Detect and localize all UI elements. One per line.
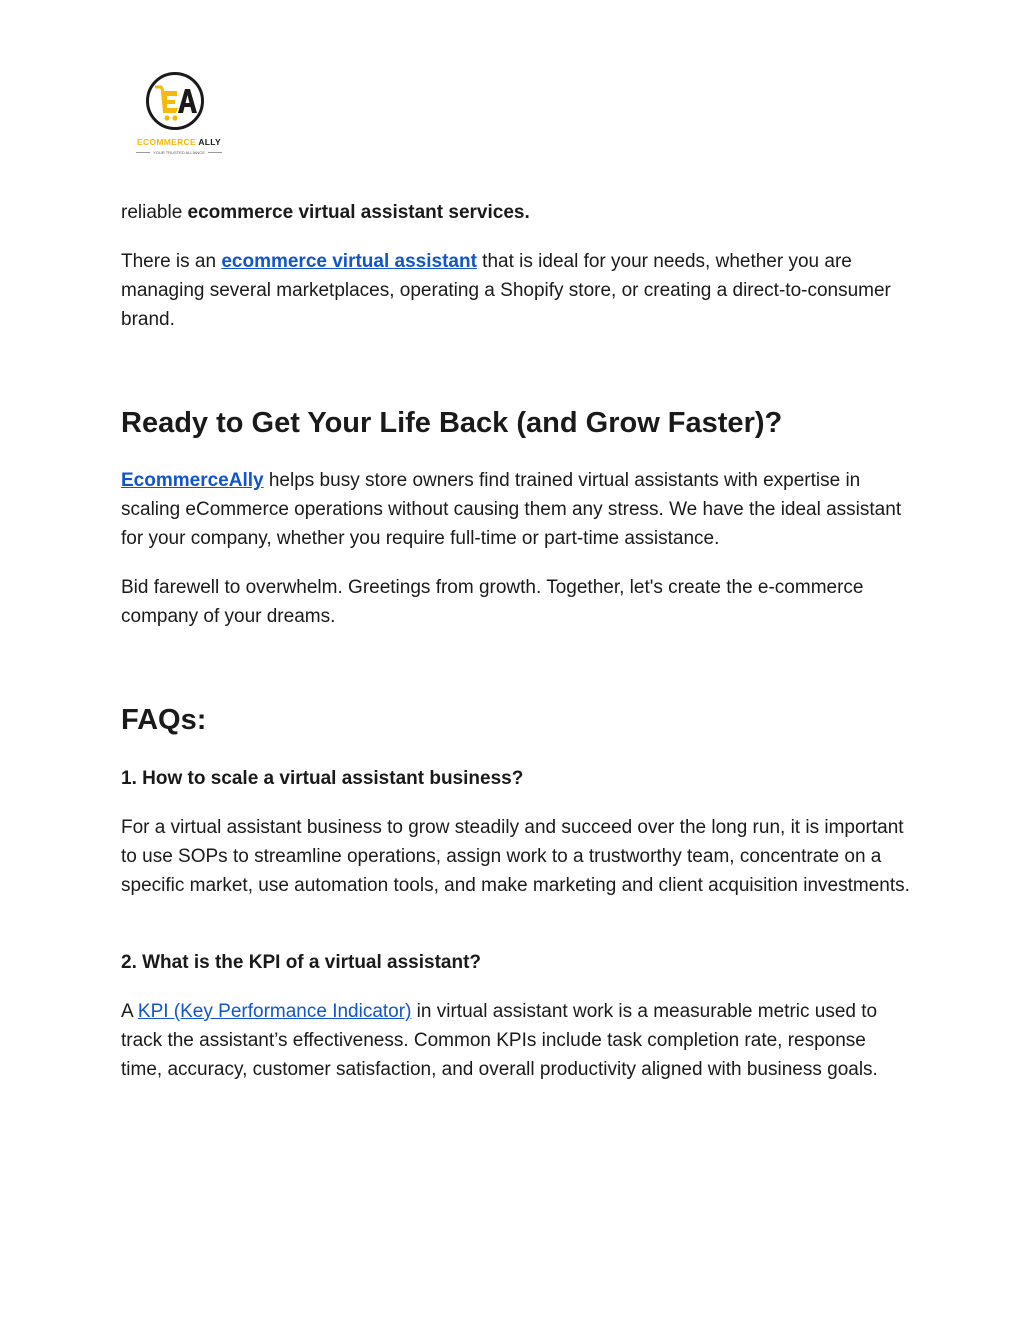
faq-question-1: 1. How to scale a virtual assistant business? <box>121 768 524 789</box>
intro-paragraph: reliable ecommerce virtual assistant services. <box>121 202 530 223</box>
ecommerce-va-link[interactable]: ecommerce virtual assistant <box>221 251 477 272</box>
ecommerceally-link[interactable]: EcommerceAlly <box>121 470 264 491</box>
faq-answer-2: A KPI (Key Performance Indicator) in virtual assistant work is a measurable metric used to track the assistant’s effectiveness. Common KPIs include task completion rate, response time, accuracy, customer satisfaction, and overall productivity aligned with business goals. <box>121 1001 878 1080</box>
cart-logo-icon <box>147 73 205 131</box>
section-heading-ready: Ready to Get Your Life Back (and Grow Faster)? <box>121 407 783 439</box>
intro-bold-text: ecommerce virtual assistant services. <box>187 202 530 223</box>
section1-paragraph-2: Bid farewell to overwhelm. Greetings from growth. Together, let's create the e-commerce company of your dreams. <box>121 577 864 627</box>
brand-logo <box>131 70 227 162</box>
logo-tagline: YOUR TRUSTED ALLIANCE <box>131 150 227 155</box>
section1-paragraph: EcommerceAlly helps busy store owners find trained virtual assistants with expertise in scaling eCommerce operations without causing them any stress. We have the ideal assistant for your company, whether you require full-time or part-time assistance. <box>121 470 902 549</box>
faqs-heading: FAQs: <box>121 704 207 736</box>
faq-question-2: 2. What is the KPI of a virtual assistant? <box>121 952 482 973</box>
logo-brand-name: ECOMMERCE ALLY <box>137 137 221 147</box>
kpi-link[interactable]: KPI (Key Performance Indicator) <box>137 1001 412 1022</box>
paragraph-1: There is an ecommerce virtual assistant that is ideal for your needs, whether you are managing several marketplaces, operating a Shopify store, or creating a direct-to-consumer brand. <box>121 251 891 330</box>
faq-answer-1: For a virtual assistant business to grow steadily and succeed over the long run, it is important to use SOPs to streamline operations, assign work to a trustworthy team, concentrate on a specific market, use automation tools, and make marketing and client acquisition investments. <box>121 817 910 896</box>
